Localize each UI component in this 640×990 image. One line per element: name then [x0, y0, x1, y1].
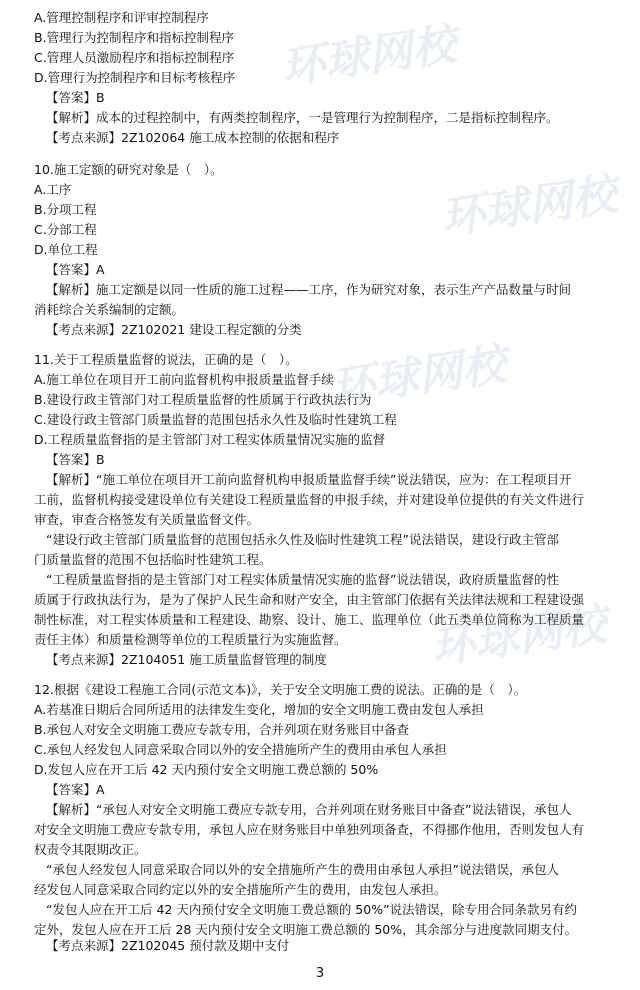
- answer: 【答案】B: [46, 452, 105, 467]
- source: 【考点来源】2Z102021 建设工程定额的分类: [46, 322, 302, 337]
- option: D.管理行为控制程序和目标考核程序: [34, 70, 236, 85]
- option: C.管理人员激励程序和指标控制程序: [34, 50, 235, 65]
- option: B.分项工程: [34, 202, 97, 217]
- analysis: 权责令其限期改正。: [34, 842, 147, 857]
- source: 【考点来源】2Z102064 施工成本控制的依据和程序: [46, 130, 340, 145]
- analysis: 经发包人同意采取合同约定以外的安全措施所产生的费用，由发包人承担。: [34, 882, 447, 897]
- answer: 【答案】A: [46, 262, 105, 277]
- option: B.管理行为控制程序和指标控制程序: [34, 30, 235, 45]
- analysis: 【解析】“承包人对安全文明施工费应专款专用，合并列项在财务账目中备查”说法错误，承包人: [46, 802, 572, 817]
- option: C.建设行政主管部门质量监督的范围包括永久性及临时性建筑工程: [34, 412, 397, 427]
- option: D.工程质量监督指的是主管部门对工程实体质量情况实施的监督: [34, 432, 386, 447]
- option: D.发包人应在开工后 42 天内预付安全文明施工费总额的 50%: [34, 762, 379, 777]
- option: C.分部工程: [34, 222, 97, 237]
- analysis: “建设行政主管部门质量监督的范围包括永久性及临时性建筑工程”说法错误，建设行政主管部: [46, 532, 559, 547]
- option: A.管理控制程序和评审控制程序: [34, 10, 209, 25]
- option: B.承包人对安全文明施工费应专款专用，合并列项在财务账目中备查: [34, 722, 410, 737]
- question-stem: 12.根据《建设工程施工合同(示范文本)》，关于安全文明施工费的说法。正确的是（ ）。: [34, 682, 527, 697]
- option: C.承包人经发包人同意采取合同以外的安全措施所产生的费用由承包人承担: [34, 742, 447, 757]
- watermark-logo: 环球网校: [427, 598, 610, 674]
- analysis: 【解析】施工定额是以同一性质的施工过程——工序，作为研究对象，表示生产产品数量与时间: [46, 282, 572, 297]
- watermark-logo: 环球网校: [277, 18, 460, 94]
- analysis: 定外，发包人应在开工后 28 天内预付安全文明施工费总额的 50%，其余部分与进度款同期支付。: [34, 922, 578, 937]
- analysis: 消耗综合关系编制的定额。: [34, 302, 185, 317]
- analysis: 对安全文明施工费应专款专用，承包人应在财务账目中单独列项备查，不得挪作他用，否则发包人有: [34, 822, 585, 837]
- option: B.建设行政主管部门对工程质量监督的性质属于行政执法行为: [34, 392, 372, 407]
- page-number: 3: [315, 966, 325, 981]
- watermark-logo: 环球网校: [327, 338, 510, 414]
- watermark-logo: 环球网校: [437, 168, 620, 244]
- option: A.若基准日期后合同所适用的法律发生变化，增加的安全文明施工费由发包人承担: [34, 702, 484, 717]
- analysis: 责任主体）和质量检测等单位的工程质量行为实施监督。: [34, 632, 347, 647]
- analysis: 门质量监督的范围不包括临时性建筑工程。: [34, 552, 272, 567]
- analysis: “承包人经发包人同意采取合同以外的安全措施所产生的费用由承包人承担”说法错误，承包人: [46, 862, 559, 877]
- answer: 【答案】B: [46, 90, 105, 105]
- analysis: “工程质量监督指的是主管部门对工程实体质量情况实施的监督”说法错误，政府质量监督的性: [46, 572, 559, 587]
- analysis: 质属于行政执法行为，是为了保护人民生命和财产安全，由主管部门依据有关法律法规和工程建设强: [34, 592, 585, 607]
- question-stem: 11.关于工程质量监督的说法，正确的是（ ）。: [34, 352, 298, 367]
- answer: 【答案】A: [46, 782, 105, 797]
- analysis: 工前，监督机构接受建设单位有关建设工程质量监督的申报手续，并对建设单位提供的有关文件进行: [34, 492, 585, 507]
- source: 【考点来源】2Z104051 施工质量监督管理的制度: [46, 652, 327, 667]
- analysis: 【解析】成本的过程控制中，有两类控制程序，一是管理行为控制程序，二是指标控制程序。: [46, 110, 559, 125]
- analysis: 制性标准，对工程实体质量和工程建设、勘察、设计、施工、监理单位（此五类单位简称为工程质量: [34, 612, 585, 627]
- analysis: “发包人应在开工后 42 天内预付安全文明施工费总额的 50%”说法错误，除专用合同条款另有约: [46, 902, 578, 917]
- option: A.施工单位在项目开工前向监督机构申报质量监督手续: [34, 372, 334, 387]
- option: A.工序: [34, 182, 72, 197]
- question-stem: 10.施工定额的研究对象是（ ）。: [34, 162, 223, 177]
- source: 【考点来源】2Z102045 预付款及期中支付: [46, 938, 290, 953]
- analysis: 【解析】“施工单位在项目开工前向监督机构申报质量监督手续”说法错误，应为：在工程项目开: [46, 472, 572, 487]
- analysis: 审查，审查合格签发有关质量监督文件。: [34, 512, 260, 527]
- option: D.单位工程: [34, 242, 98, 257]
